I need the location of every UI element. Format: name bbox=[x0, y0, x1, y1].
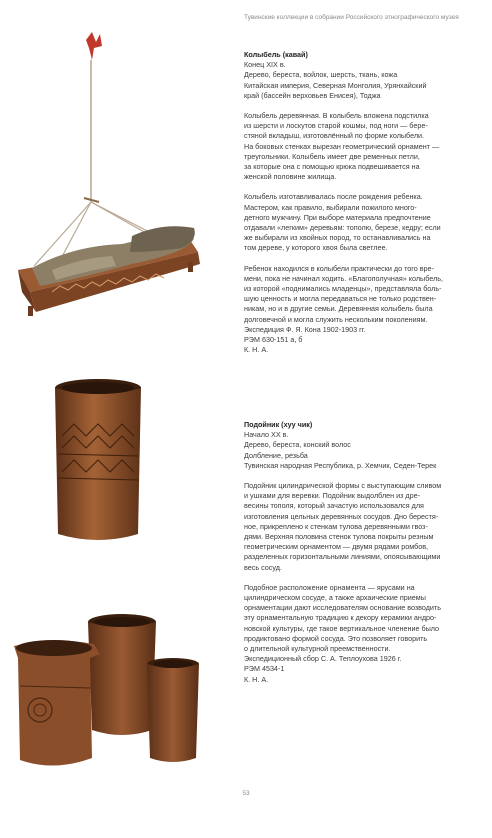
text-line: эту орнаментальную традицию к декору керамики андро- bbox=[244, 613, 437, 623]
text-line: мени, пока не начинал ходить. «Благополучная» колыбель, bbox=[244, 273, 443, 283]
cradle-entry bbox=[244, 50, 484, 355]
text-line: К. Н. А. bbox=[244, 345, 269, 355]
text-line: из которой «поднимались младенцы», представляла боль- bbox=[244, 284, 442, 294]
text-line: весины тополя, который зачастую использовался для bbox=[244, 501, 424, 511]
text-line: никам, но и в другие семьи. Деревянная колыбель была bbox=[244, 304, 433, 314]
cradle-meta-line: край (бассейн верховьев Енисея), Тоджа bbox=[244, 90, 381, 100]
text-line: дями. Верхняя половина стенок тулова покрыты резным bbox=[244, 532, 434, 542]
text-line: долговечной и могла служить нескольким поколениям. bbox=[244, 314, 428, 324]
text-line: шую ценность и могла передаваться не только родствен- bbox=[244, 294, 437, 304]
milk-pail-entry bbox=[244, 420, 484, 685]
milk-pail-meta-line: Дерево, береста, конский волос bbox=[244, 440, 351, 450]
page-number: 53 bbox=[242, 790, 250, 797]
cradle-paragraph-1 bbox=[244, 111, 484, 182]
text-line: цилиндрическом сосуде, а также архаические приемы bbox=[244, 593, 426, 603]
text-line: стяной вкладыш, изготовлённый по форме колыбели. bbox=[244, 131, 425, 141]
cradle-illustration bbox=[12, 30, 212, 330]
text-line: Экспедиция Ф. Я. Кона 1902-1903 гг. bbox=[244, 324, 366, 334]
text-line: продиктовано формой сосуда. Это позволяет говорить bbox=[244, 633, 428, 643]
cradle-meta bbox=[244, 60, 484, 101]
text-line: Ребенок находился в колыбели практически до того вре- bbox=[244, 263, 434, 273]
text-line: геометрическим орнаментом — двумя рядами ромбов, bbox=[244, 542, 429, 552]
text-line: орнаментации дают исследователям основание возводить bbox=[244, 603, 441, 613]
text-line: разделенных горизонтальными линиями, опоясывающими bbox=[244, 552, 441, 562]
text-line: Мастером, как правило, выбирали пожилого много- bbox=[244, 202, 417, 212]
text-line: о длительной культурной преемственности. bbox=[244, 644, 391, 654]
text-line: РЭМ 4534-1 bbox=[244, 664, 285, 674]
text-line: отдавали «легким» деревьям: тополю, березе, кедру; если bbox=[244, 223, 441, 233]
milk-pail-illustration bbox=[48, 376, 148, 548]
milk-pail-meta bbox=[244, 430, 484, 471]
text-line: том дереве, у которого хвоя была светлее. bbox=[244, 243, 388, 253]
text-line: треугольники. Колыбель имеет две ременных петли, bbox=[244, 151, 420, 161]
text-line: изготовления цельных деревянных сосудов. Дно берестя- bbox=[244, 511, 439, 521]
cradle-meta-line: Конец XIX в. bbox=[244, 60, 286, 70]
text-line: Подойник цилиндрической формы с выступающим сливом bbox=[244, 481, 442, 491]
milk-pail-meta-line: Долбление, резьба bbox=[244, 450, 308, 460]
vessels-group-illustration bbox=[10, 606, 210, 782]
milk-pail-meta-line: Тувинская народная Республика, р. Хемчик, Седен-Терек bbox=[244, 460, 437, 470]
milk-pail-paragraph-1 bbox=[244, 481, 484, 573]
text-line: женской половине жилища. bbox=[244, 172, 337, 182]
text-line: и ушками для веревки. Подойник выдолблен из дре- bbox=[244, 491, 420, 501]
text-line: за которые она с помощью крюка подвешивается на bbox=[244, 162, 420, 172]
cradle-meta-line: Китайская империя, Северная Монголия, Урянхайский bbox=[244, 80, 427, 90]
text-line: Колыбель деревянная. В колыбель вложена подстилка bbox=[244, 111, 429, 121]
text-line: РЭМ 630-151 а, б bbox=[244, 335, 303, 345]
text-line: На боковых стенках вырезан геометрический орнамент — bbox=[244, 141, 440, 151]
text-line: же выбирали из хвойных пород, то останавливались на bbox=[244, 233, 431, 243]
cradle-paragraph-2 bbox=[244, 192, 484, 253]
text-line: Подобное расположение орнамента — ярусами на bbox=[244, 582, 415, 592]
milk-pail-meta-line: Начало XX в. bbox=[244, 430, 289, 440]
milk-pail-paragraph-2 bbox=[244, 583, 484, 685]
cradle-meta-line: Дерево, береста, войлок, шерсть, ткань, кожа bbox=[244, 70, 398, 80]
milk-pail-title: Подойник (хуу чик) bbox=[244, 420, 313, 429]
text-line: весь сосуд. bbox=[244, 562, 282, 572]
text-line: из шерсти и лоскутов старой кошмы, под ноги — бере- bbox=[244, 121, 428, 131]
cradle-title: Колыбель (кавай) bbox=[244, 50, 308, 59]
cradle-paragraph-3 bbox=[244, 264, 484, 356]
text-line: Колыбель изготавливалась после рождения ребенка. bbox=[244, 192, 423, 202]
text-line: детного мужчину. При выборе материала предпочтение bbox=[244, 212, 431, 222]
text-line: ное, прикреплено к стенкам тулова деревянными гвоз- bbox=[244, 521, 428, 531]
text-line: новской культуры, где такое вертикальное членение было bbox=[244, 623, 440, 633]
text-line: К. Н. А. bbox=[244, 674, 269, 684]
text-line: Экспедиционный сбор С. А. Теплоухова 1926 г. bbox=[244, 654, 402, 664]
running-header: Тувинские коллекции в собрании Российского этнографического музея bbox=[244, 14, 459, 21]
